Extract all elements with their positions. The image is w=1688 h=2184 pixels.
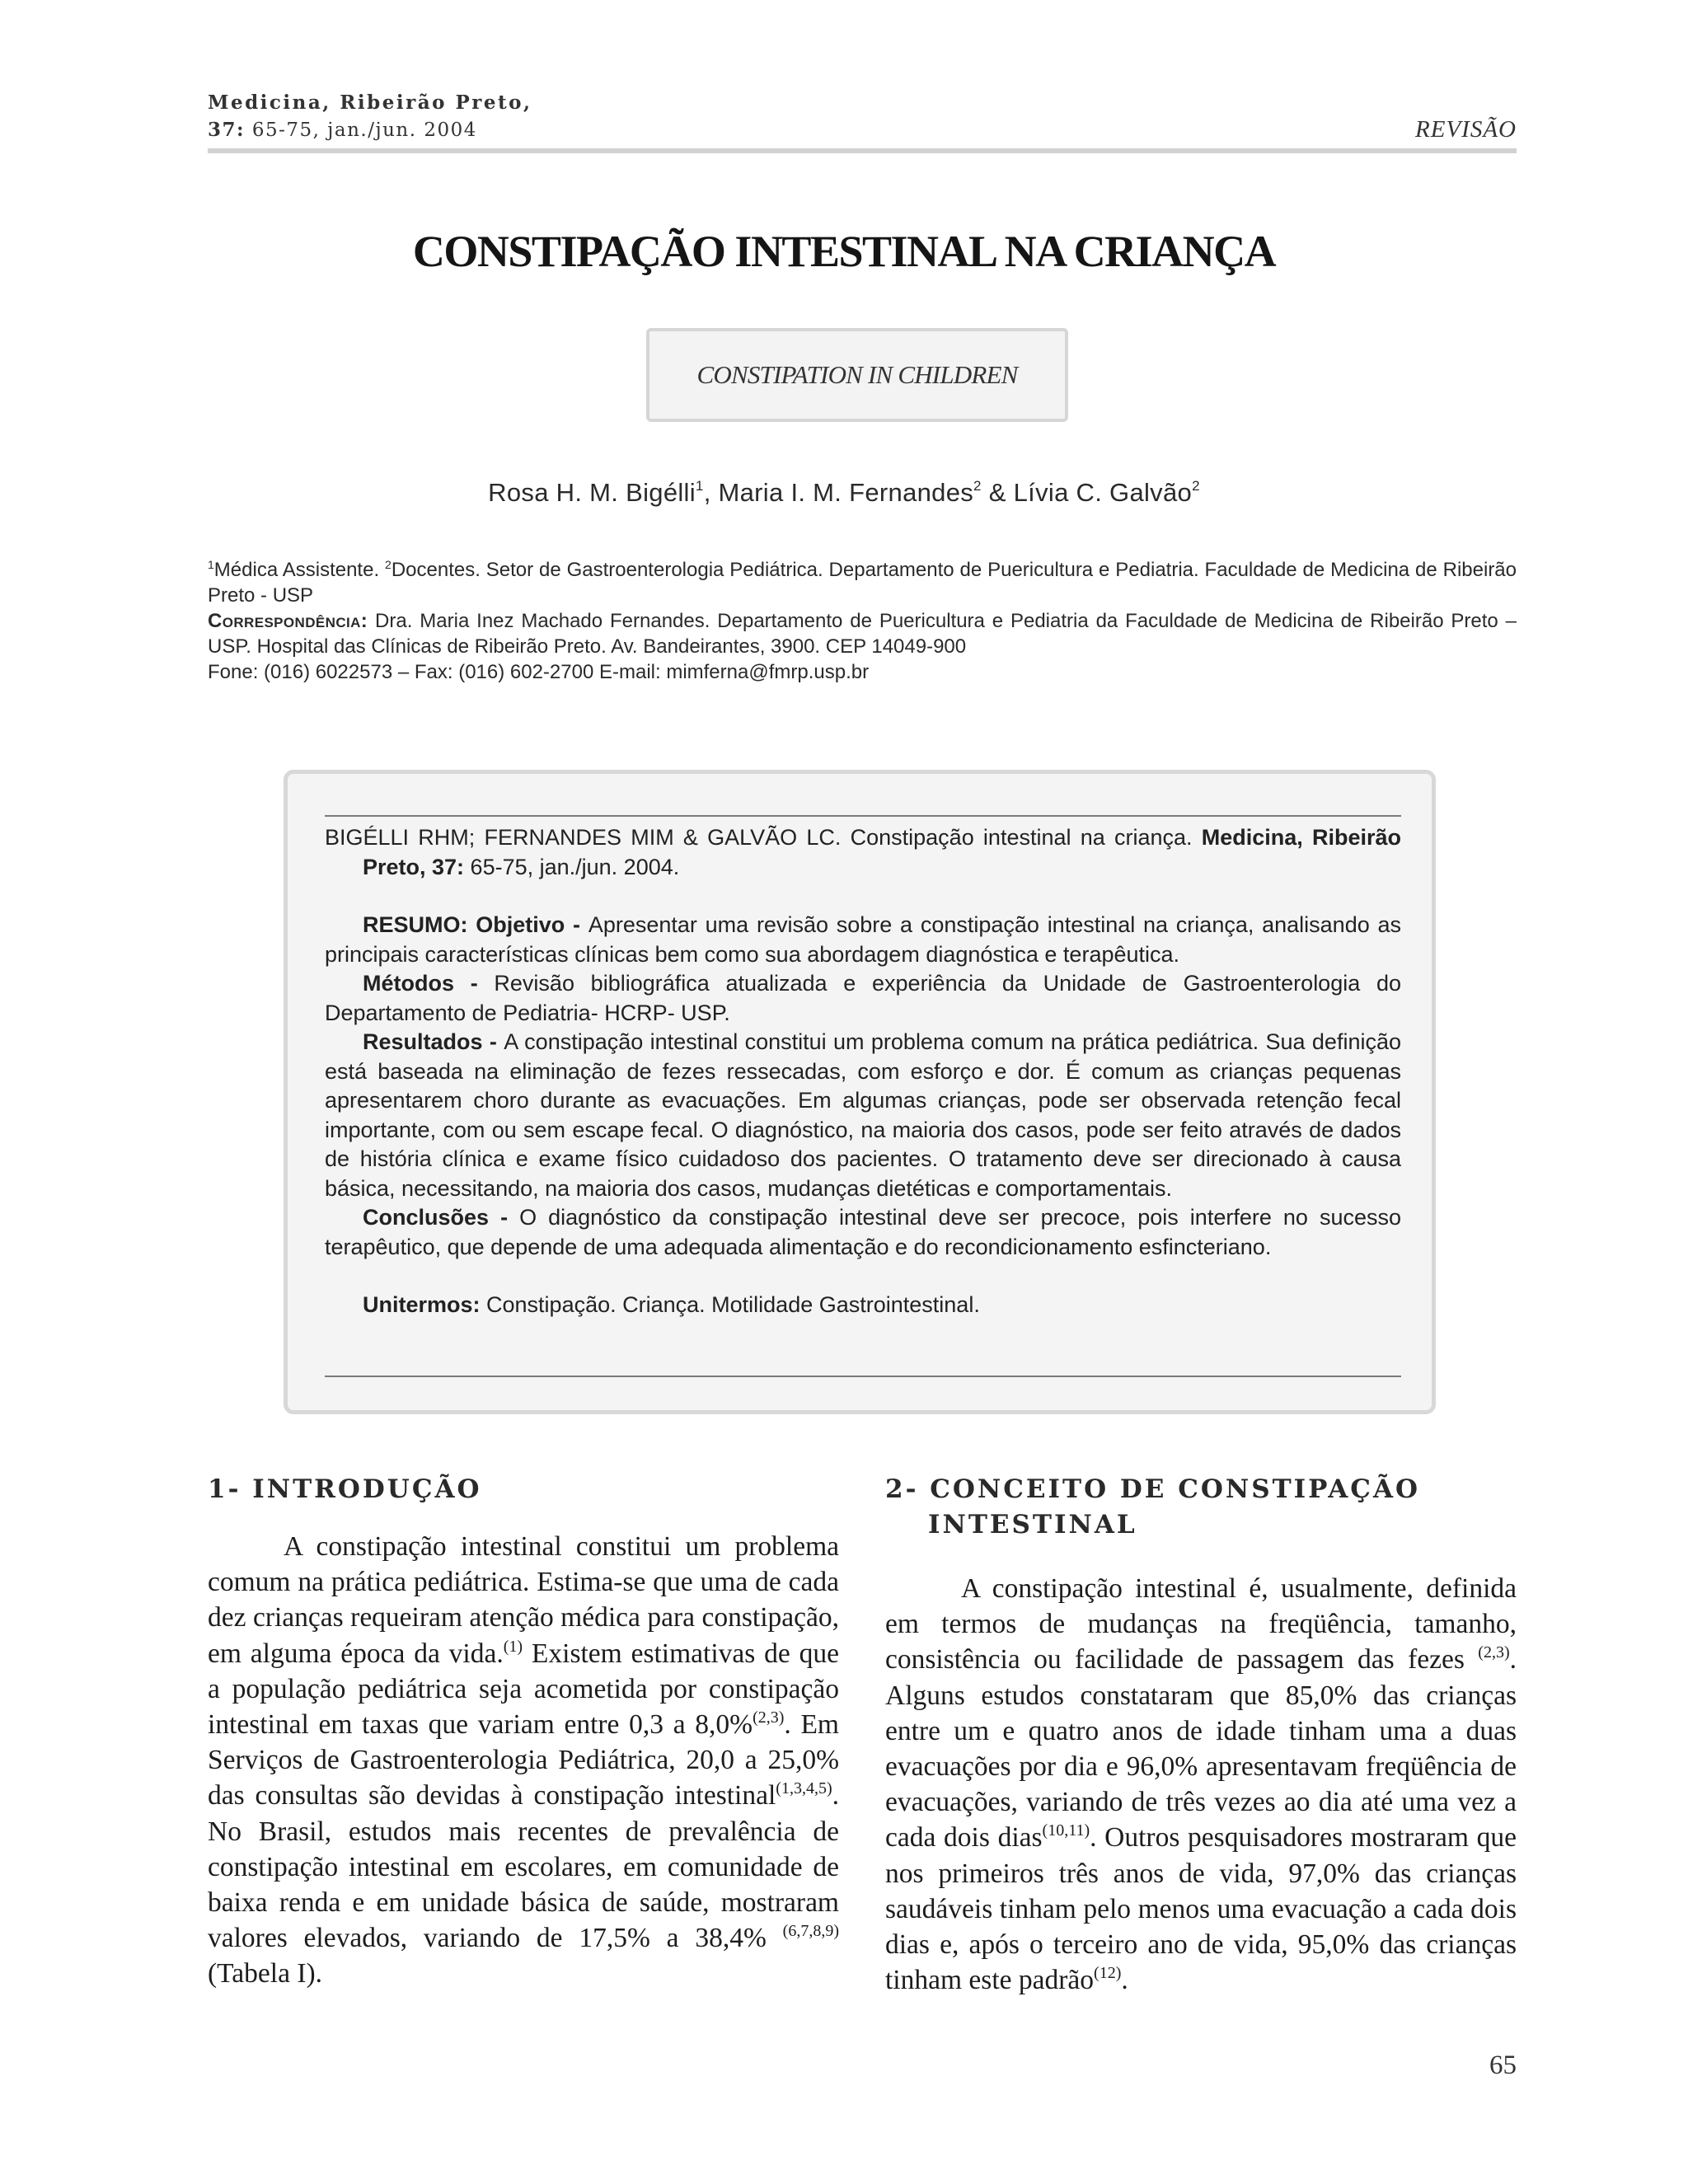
column-left [208,1472,839,1992]
paragraph-text: . Outros pesquisadores mostraram que nos primeiros três anos de vida, 97,0% das crianças saudáveis tinham pelo menos uma evacuação a cada dois dias e, após o terceiro ano de vida, 95,0% das crianças tinham este padrão [885,1822,1517,1996]
section-2-heading: 2- CONCEITO DE CONSTIPAÇÃO INTESTINAL [885,1474,1421,1540]
author-separator: & [981,478,1014,507]
results-text: A constipação intestinal constitui um problema comum na prática pediátrica. Sua definição está baseada na eliminação de fezes ressecadas, com esforço e dor. É comum as crianças pequenas apresentarem choro durante as evacuações. Em algumas crianças, pode ser observada retenção fecal importante, com ou sem escape fecal. O diagnóstico, na maioria dos casos, pode ser feito através de dados de história clínica e exame físico cuidadoso dos pacientes. O tratamento deve ser direcionado à causa básica, necessitando, na maioria dos casos, mudanças dietéticas e comportamentais. [325,1029,1401,1201]
section-1-paragraph [208,1529,839,1992]
abstract-objective [325,911,1401,969]
paragraph-text: Existem estimativas de que a população pediátrica seja acometida por constipação intestinal em taxas que variam entre 0,3 a 8,0% [208,1638,840,1741]
abstract-keywords [325,1291,1401,1320]
abstract-box [284,770,1436,1414]
affiliation-marker: 2 [385,558,392,571]
methods-text: Revisão bibliográfica atualizada e experiência da Unidade de Gastroenterologia do Departamento de Pediatria- HCRP- USP. [325,971,1401,1025]
journal-name: Medicina, Ribeirão Preto, [208,91,532,114]
conclusions-label: Conclusões - [363,1205,520,1230]
author-2-affiliation: 2 [973,478,982,494]
abstract-conclusions [325,1203,1401,1262]
page-number: 65 [1489,2050,1517,2080]
correspondence [208,608,1517,659]
reference-marker: (1) [503,1637,523,1656]
author-3-affiliation: 2 [1192,478,1200,494]
paragraph-text: A constipação intestinal constitui um problema comum na prática pediátrica. Estima-se que uma de cada dez crianças requeiram atenção médica para constipação, em alguma época da vida. [208,1531,839,1669]
reference-marker: (12) [1094,1964,1122,1983]
abstract-results [325,1028,1401,1203]
conclusions-text: O diagnóstico da constipação intestinal deve ser precoce, pois interfere no sucesso terapêutico, que depende de uma adequada alimentação e do recondicionamento esfincteriano. [325,1205,1402,1259]
journal-volume [208,116,1517,144]
keywords-text: Constipação. Criança. Motilidade Gastrointestinal. [480,1292,980,1317]
author-3: Lívia C. Galvão [1013,478,1193,507]
author-2: Maria I. M. Fernandes [718,478,974,507]
citation-pages: 65-75, jan./jun. 2004. [464,854,680,879]
section-2-paragraph [885,1571,1517,1998]
volume-number: 37: [208,119,245,141]
paragraph-text: (Tabela I). [208,1958,323,1990]
reference-marker: (1,3,4,5) [776,1779,832,1798]
citation-authors: BIGÉLLI RHM; FERNANDES MIM & GALVÃO LC. Constipação intestinal na criança. [325,825,1202,850]
results-label: Resultados - [363,1029,504,1054]
contact-info: Fone: (016) 6022573 – Fax: (016) 602-2700 E-mail: mimferna@fmrp.usp.br [208,661,870,683]
reference-marker: (2,3) [1478,1643,1510,1662]
reference-marker: (6,7,8,9) [782,1922,839,1941]
affiliation-role-1: Médica Assistente. [213,559,386,581]
affiliation-role-2: Docentes. Setor de Gastroenterologia Pediátrica. Departamento de Puericultura e Pediatria. Faculdade de Medicina de Ribeirão Preto - USP [208,559,1517,607]
header-rule [208,148,1517,153]
abstract-bottom-rule [325,1376,1401,1377]
affiliation-roles [208,557,1517,608]
paragraph-text: . [1121,1965,1128,1996]
section-label: REVISÃO [1415,116,1517,143]
paragraph-text: . Em Serviços de Gastroenterologia Pediátrica, 20,0 a 25,0% das consultas são devidas à constipação intestinal [208,1709,839,1811]
correspondence-address: Dra. Maria Inez Machado Fernandes. Departamento de Puericultura e Pediatria da Faculdade de Medicina de Ribeirão Preto – USP. Hospital das Clínicas de Ribeirão Preto. Av. Bandeirantes, 3900. CEP 14049-900 [208,610,1517,658]
paragraph-text: . No Brasil, estudos mais recentes de prevalência de constipação intestinal em escolares, em comunidade de baixa renda e em unidade básica de saúde, mostraram valores elevados, variando de 17,5% a 38,4% [208,1780,839,1954]
paragraph-text: . Alguns estudos constataram que 85,0% das crianças entre um e quatro anos de idade tinham uma a duas evacuações por dia e 96,0% apresentavam freqüência de evacuações, variando de três vezes ao dia até uma vez a cada dois dias [885,1644,1517,1854]
running-header [208,89,1517,144]
methods-label: Métodos - [363,971,495,996]
abstract-top-rule [325,815,1401,817]
author-line [0,478,1688,508]
correspondence-label: Correspondência: [208,610,368,632]
article-title: CONSTIPAÇÃO INTESTINAL NA CRIANÇA [412,227,1276,276]
english-title-box [646,328,1068,422]
keywords-label: Unitermos: [363,1292,481,1317]
section-1-heading: 1- INTRODUÇÃO [208,1474,482,1504]
author-1: Rosa H. M. Bigélli [488,478,696,507]
resumo-label: RESUMO: [363,912,476,937]
english-title: CONSTIPATION IN CHILDREN [696,360,1018,389]
reference-marker: (10,11) [1042,1821,1090,1840]
abstract-citation [325,823,1401,882]
objective-label: Objetivo - [476,912,588,937]
author-separator: , [703,478,719,507]
reference-marker: (2,3) [753,1708,785,1727]
column-right [885,1472,1517,1998]
citation-journal: Medicina, Ribeirão Preto, 37: [363,825,1401,879]
abstract-content [325,823,1401,1320]
affiliation-marker: 1 [208,558,214,571]
pages-date: 65-75, jan./jun. 2004 [251,120,477,141]
paragraph-text: A constipação intestinal é, usualmente, definida em termos de mudanças na freqüência, tamanho, consistência ou facilidade de passagem das fezes [885,1573,1517,1675]
objective-text: Apresentar uma revisão sobre a constipação intestinal na criança, analisando as principais características clínicas bem como sua abordagem diagnóstica e terapêutica. [325,912,1402,967]
author-1-affiliation: 1 [695,478,704,494]
abstract-methods [325,969,1401,1028]
affiliations [208,557,1517,685]
